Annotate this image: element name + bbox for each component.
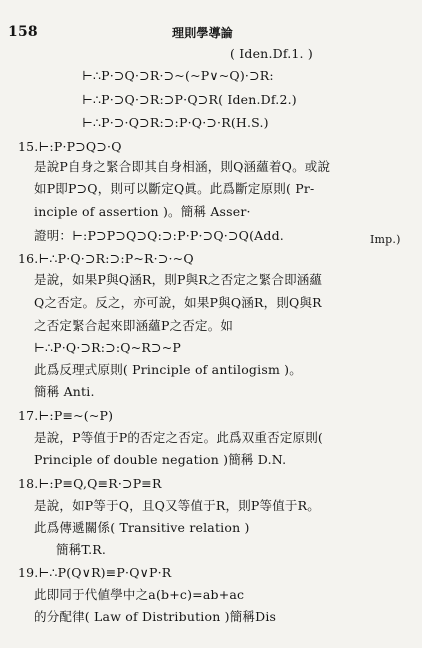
text-line: 的分配律( Law of Distribution )簡稱Dis: [34, 609, 277, 624]
page-number: 158: [8, 24, 38, 40]
theorem-heading: 19.⊢∴P(Q∨R)≡P·Q∨P·R: [18, 565, 172, 580]
text-line: inciple of assertion )。簡稱 Asser·: [34, 204, 251, 219]
text-line: 是說，P等值于P的否定之否定。此爲双重否定原則(: [34, 430, 323, 445]
formula-line: ⊢∴P·⊃Q·⊃R·⊃~(~P∨~Q)·⊃R:: [82, 68, 274, 83]
text-line: 是說，如果P與Q涵R，則P與R之否定之緊合即涵蘊: [34, 272, 323, 287]
text-line: 是說，如P等于Q，且Q又等值于R，則P等值于R。: [34, 498, 320, 513]
theorem-heading: 15.⊢:P·P⊃Q⊃·Q: [18, 139, 122, 154]
formula-line: ( Iden.Df.1. ): [230, 46, 313, 61]
text-line: 如P即P⊃Q，則可以斷定Q眞。此爲斷定原則( Pr-: [34, 181, 315, 196]
theorem-heading: 17.⊢:P≡~(~P): [18, 408, 114, 423]
text-line: 簡稱 Anti.: [34, 384, 95, 399]
formula-line: ⊢∴P·⊃·Q⊃R:⊃:P·Q·⊃·R(H.S.): [82, 115, 269, 130]
theorem-heading: 16.⊢∴P·Q·⊃R:⊃:P~R·⊃·~Q: [18, 251, 194, 266]
text-line: Principle of double negation )簡稱 D.N.: [34, 452, 287, 467]
running-title: 理則學導論: [172, 26, 234, 40]
text-line: 此即同于代値學中之a(b+c)=ab+ac: [34, 587, 245, 602]
text-line: 之否定緊合起來即涵蘊P之否定。如: [34, 318, 234, 333]
formula-line: ⊢∴P·Q·⊃R:⊃:Q~R⊃~P: [34, 340, 181, 355]
formula-line: ⊢∴P·⊃Q·⊃R:⊃P·Q⊃R( Iden.Df.2.): [82, 92, 297, 107]
text-line: 此爲傳遞關係( Transitive relation ): [34, 520, 250, 535]
proof-annotation: Imp.): [370, 233, 401, 246]
text-line: 簡稱T.R.: [56, 542, 107, 557]
proof-line: 證明：⊢:P⊃P⊃Q⊃Q:⊃:P·P·⊃Q·⊃Q(Add.: [34, 228, 284, 243]
text-line: Q之否定。反之，亦可說，如果P與Q涵R，則Q與R: [34, 295, 322, 310]
theorem-heading: 18.⊢:P≡Q,Q≡R·⊃P≡R: [18, 476, 162, 491]
text-line: 此爲反理式原則( Principle of antilogism )。: [34, 362, 302, 377]
text-line: 是說P自身之緊合即其自身相涵，則Q涵蘊着Q。或說: [34, 159, 331, 174]
